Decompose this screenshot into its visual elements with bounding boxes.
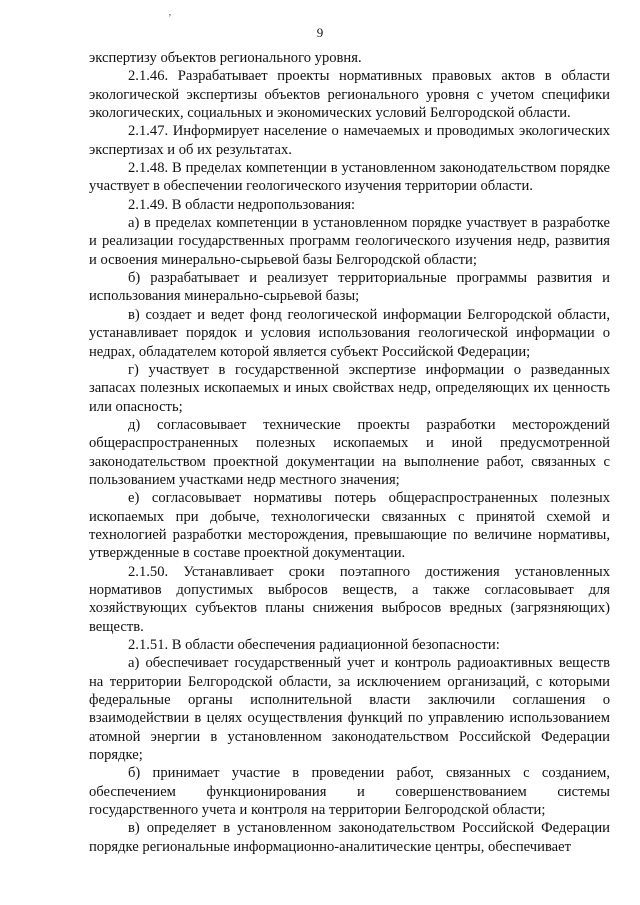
paragraph-2-1-49-v: в) создает и ведет фонд геологической информации Белгородской области, устанавливает порядок и условия использования геологической информации о недрах, обладателем которой является субъект Российской Федерации;: [89, 306, 610, 360]
paragraph-continuation: экспертизу объектов регионального уровня.: [89, 50, 362, 66]
paragraph-2-1-48: 2.1.48. В пределах компетенции в установленном законодательством порядке участвует в обеспечении геологического изучения территории области.: [89, 160, 610, 195]
paragraph-2-1-49-g: г) участвует в государственной экспертизе информации о разведанных запасах полезных ископаемых и иных свойствах недр, определяющих их ценность или опасность;: [89, 361, 610, 415]
page-number: 9: [316, 25, 324, 40]
paragraph-2-1-49: 2.1.49. В области недропользования:: [128, 196, 356, 213]
paragraph-2-1-49-b: б) разрабатывает и реализует территориальные программы развития и использования минерально-сырьевой базы;: [89, 270, 610, 305]
paragraph-2-1-51-a: а) обеспечивает государственный учет и контроль радиоактивных веществ на территории Белгородской области, за исключением организаций, с которыми федеральные органы исполнительной власти заключили соглашения о взаимодействии в целях осуществления функций по управлению использованием атомной энергии в установленном законодательством Российской Федерации порядке;: [89, 655, 610, 764]
paragraph-2-1-50: 2.1.50. Устанавливает сроки поэтапного достижения установленных нормативов допустимых выбросов веществ, а также согласовывает для хозяйствующих субъектов планы снижения выбросов вредных (загрязняющих) веществ.: [89, 563, 610, 635]
paragraph-2-1-47: 2.1.47. Информирует население о намечаемых и проводимых экологических экспертизах и об их результатах.: [89, 123, 610, 158]
paragraph-2-1-51-v: в) определяет в установленном законодательством Российской Федерации порядке региональные информационно-аналитические центры, обеспечивает: [89, 820, 610, 855]
document-body: [89, 49, 610, 856]
stray-mark: ʼ: [168, 12, 172, 24]
paragraph-2-1-49-d: д) согласовывает технические проекты разработки месторождений общераспространенных полезных ископаемых и иной предусмотренной законодательством проектной документации на выполнение работ, связанных с пользованием участками недр местного значения;: [89, 416, 610, 488]
paragraph-2-1-46: 2.1.46. Разрабатывает проекты нормативных правовых актов в области экологической экспертизы объектов регионального уровня с учетом специфики экологических, социальных и экономических условий Белгородской области.: [89, 68, 610, 122]
paragraph-2-1-49-e: е) согласовывает нормативы потерь общераспространенных полезных ископаемых при добыче, технологически связанных с принятой схемой и технологией разработки месторождения, превышающие по величине нормативы, утвержденные в составе проектной документации.: [89, 490, 610, 562]
paragraph-2-1-49-a: а) в пределах компетенции в установленном порядке участвует в разработке и реализации государственных программ геологического изучения недр, развития и освоения минерально-сырьевой базы Белгородской области;: [89, 215, 610, 268]
paragraph-2-1-51-b: б) принимает участие в проведении работ, связанных с созданием, обеспечением функционирования и совершенствованием системы государственного учета и контроля на территории Белгородской области;: [89, 765, 610, 819]
paragraph-2-1-51: 2.1.51. В области обеспечения радиационной безопасности:: [128, 637, 500, 653]
